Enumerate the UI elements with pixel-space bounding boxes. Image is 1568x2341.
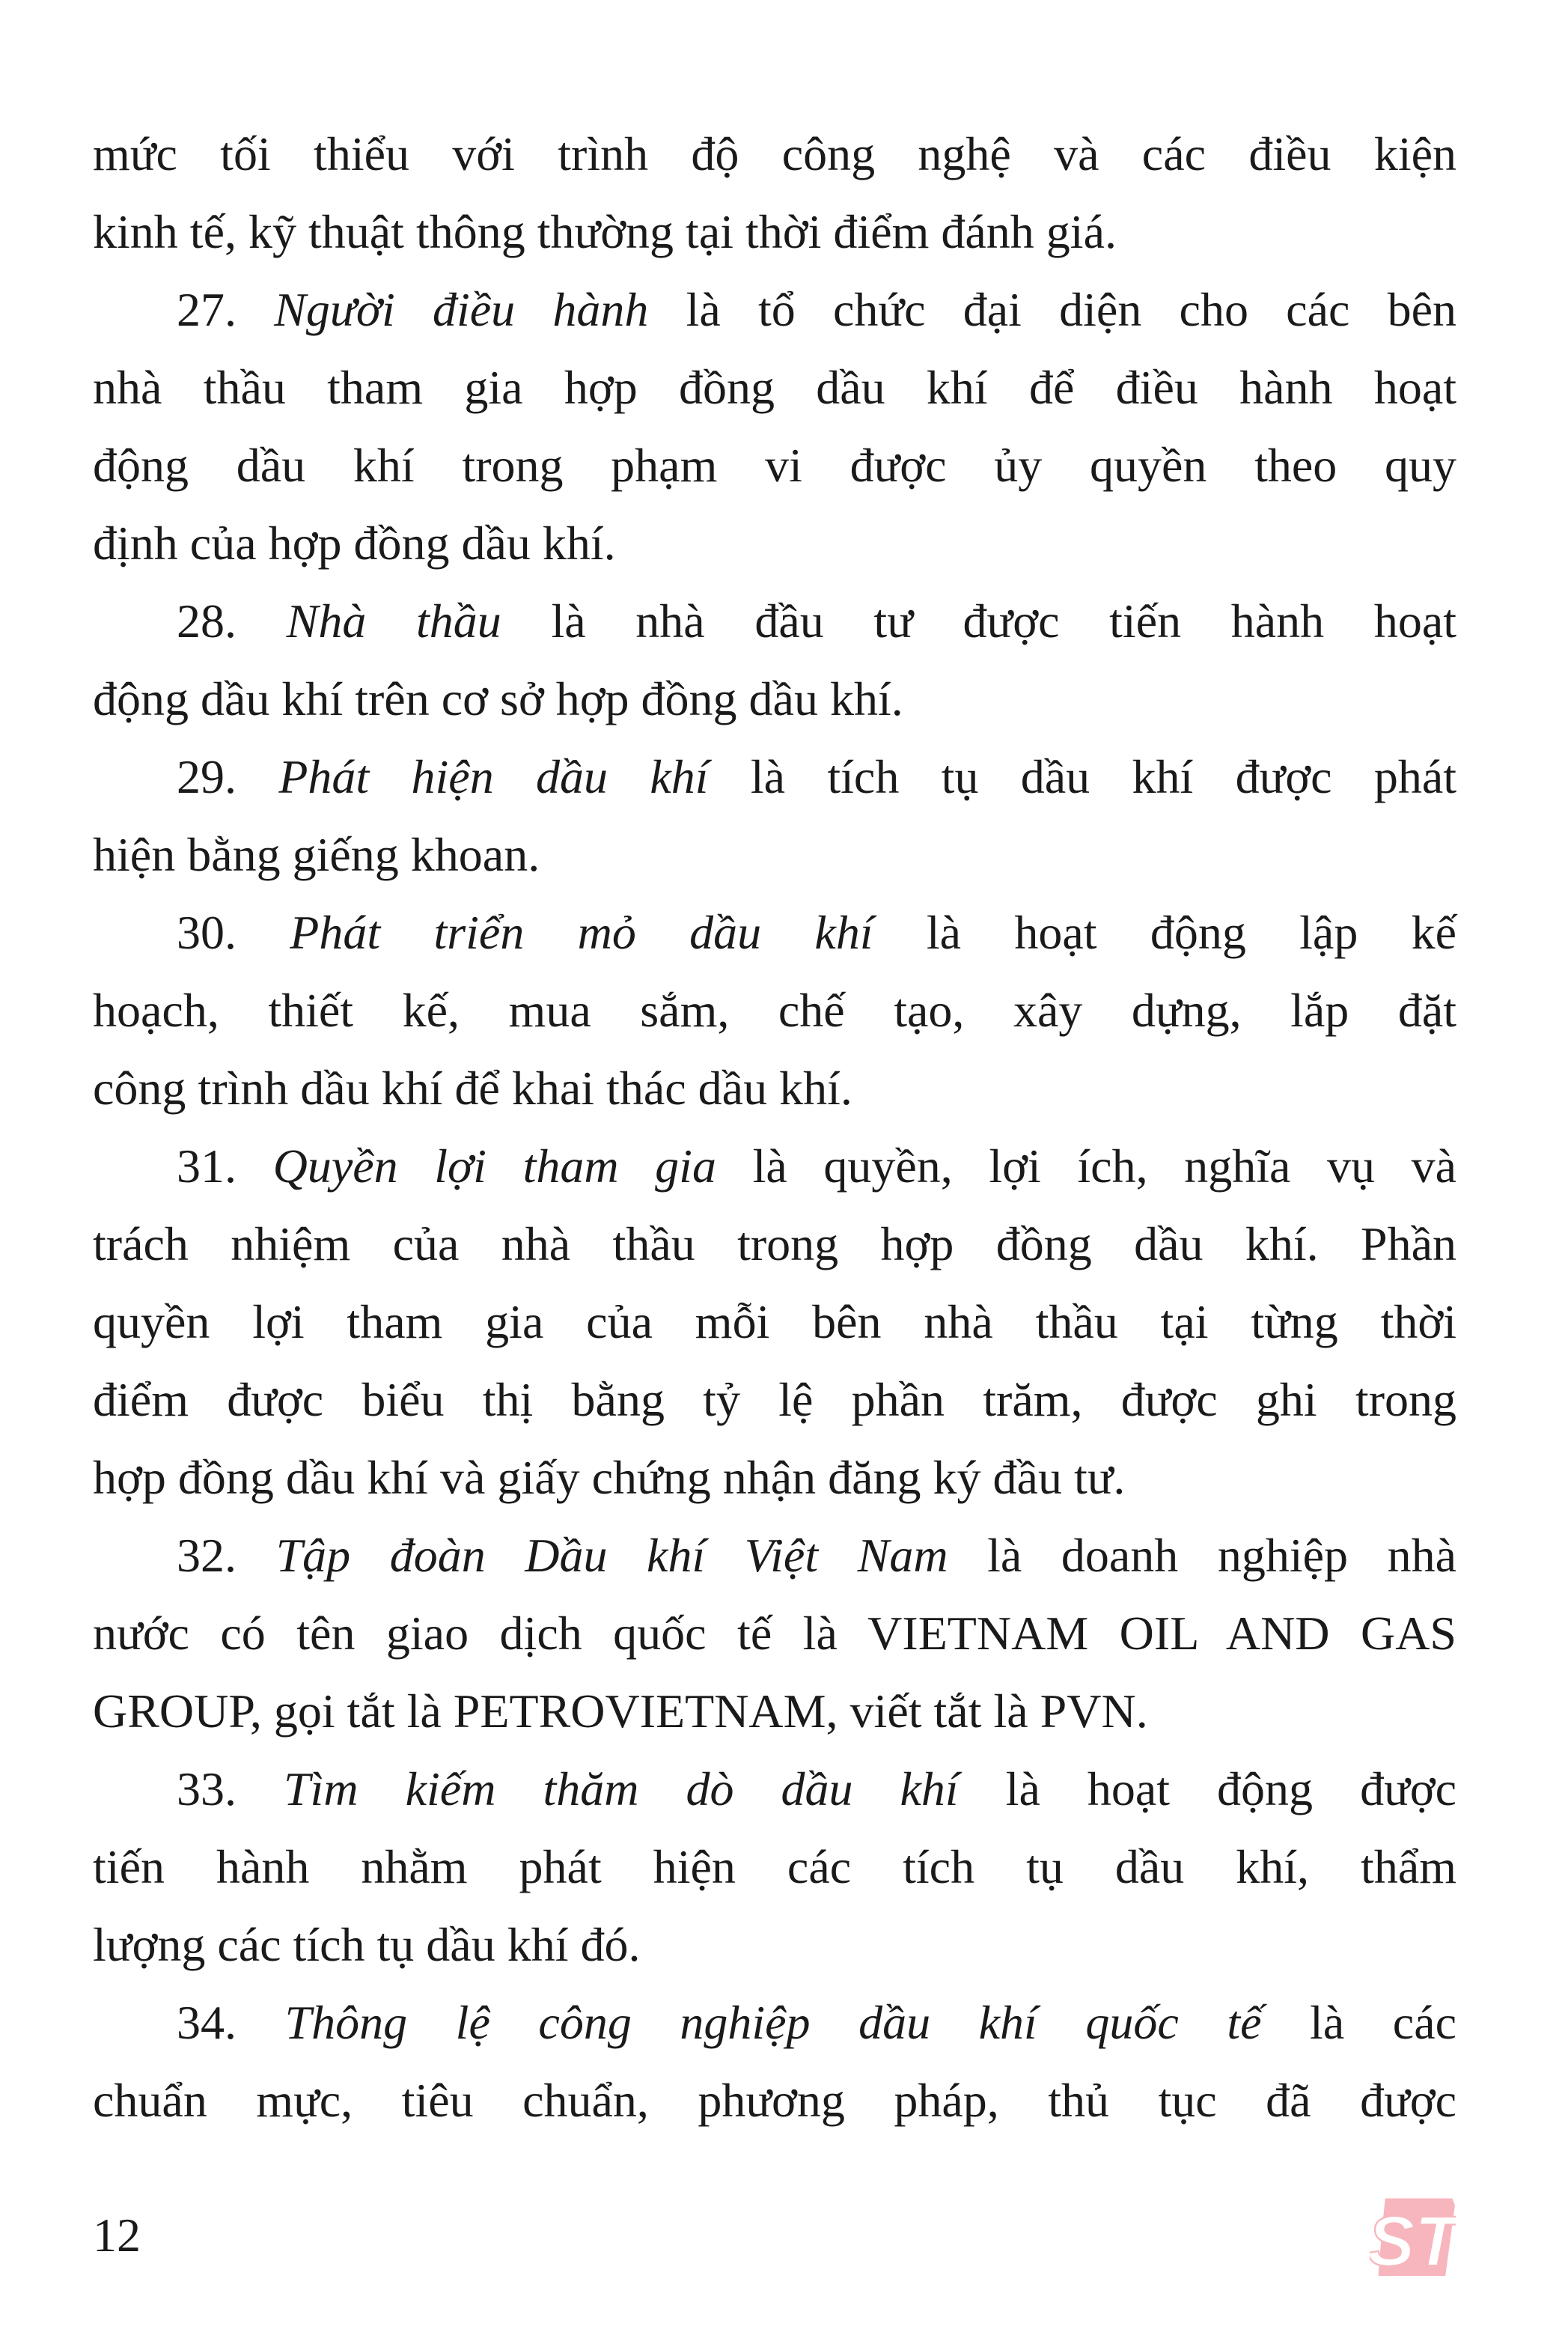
text-line <box>93 1517 1456 1595</box>
line-text: nước có tên giao dịch quốc tế là VIETNAM OIL AND GAS <box>93 1607 1456 1660</box>
line-text: 32. <box>177 1529 276 1582</box>
line-text: mức tối thiểu với trình độ công nghệ và các điều kiện <box>93 127 1456 180</box>
text-line <box>93 1906 1456 1984</box>
line-text: động dầu khí trong phạm vi được ủy quyền theo quy <box>93 439 1456 492</box>
line-text: chuẩn mực, tiêu chuẩn, phương pháp, thủ tục đã được <box>93 2074 1456 2127</box>
line-text: là doanh nghiệp nhà <box>948 1529 1457 1582</box>
text-line <box>93 505 1456 582</box>
line-text: là hoạt động lập kế <box>873 906 1457 959</box>
svg-text:ST: ST <box>1370 2202 1456 2276</box>
line-text: là tích tụ dầu khí được phát <box>708 750 1457 803</box>
text-line <box>93 1283 1456 1361</box>
line-text: kinh tế, kỹ thuật thông thường tại thời điểm đánh giá. <box>93 205 1117 258</box>
text-line <box>93 427 1456 505</box>
line-text: 33. <box>177 1762 284 1815</box>
line-text: là quyền, lợi ích, nghĩa vụ và <box>716 1139 1457 1193</box>
line-text: là tổ chức đại diện cho các bên <box>648 283 1456 336</box>
line-text: trách nhiệm của nhà thầu trong hợp đồng dầu khí. Phần <box>93 1217 1456 1270</box>
text-line <box>93 1750 1456 1828</box>
line-text: là hoạt động được <box>958 1762 1457 1815</box>
line-text: quyền lợi tham gia của mỗi bên nhà thầu tại từng thời <box>93 1295 1456 1348</box>
line-text: 28. <box>177 594 287 648</box>
text-line <box>93 660 1456 738</box>
line-text: 31. <box>177 1139 273 1193</box>
line-text: 34. <box>177 1996 285 2049</box>
text-line <box>93 972 1456 1050</box>
line-text: là nhà đầu tư được tiến hành hoạt <box>501 594 1456 648</box>
line-text: tiến hành nhằm phát hiện các tích tụ dầu khí, thẩm <box>93 1840 1456 1893</box>
defined-term: Thông lệ công nghiệp dầu khí quốc tế <box>284 1996 1262 2049</box>
line-text: điểm được biểu thị bằng tỷ lệ phần trăm, được ghi trong <box>93 1373 1456 1426</box>
text-line <box>93 582 1456 660</box>
text-line <box>93 816 1456 894</box>
text-line <box>93 2062 1456 2140</box>
text-line <box>93 193 1456 271</box>
defined-term: Phát hiện dầu khí <box>278 750 709 803</box>
line-text: lượng các tích tụ dầu khí đó. <box>93 1918 641 1971</box>
text-line <box>93 1984 1456 2062</box>
publisher-logo-icon <box>1370 2190 1456 2276</box>
defined-term: Phát triển mỏ dầu khí <box>290 906 873 959</box>
text-line <box>93 271 1456 349</box>
line-text: hợp đồng dầu khí và giấy chứng nhận đăng ký đầu tư. <box>93 1451 1126 1504</box>
body-text <box>93 115 1456 2140</box>
text-line <box>93 349 1456 427</box>
text-line <box>93 1050 1456 1127</box>
line-text: công trình dầu khí để khai thác dầu khí. <box>93 1062 852 1115</box>
text-line <box>93 1361 1456 1439</box>
line-text: định của hợp đồng dầu khí. <box>93 517 616 570</box>
line-text: hoạch, thiết kế, mua sắm, chế tạo, xây dựng, lắp đặt <box>93 984 1456 1037</box>
text-line <box>93 1672 1456 1750</box>
text-line <box>93 1205 1456 1283</box>
line-text: 29. <box>177 750 279 803</box>
text-line <box>93 738 1456 816</box>
defined-term: Quyền lợi tham gia <box>272 1139 716 1193</box>
text-line <box>93 1828 1456 1906</box>
line-text: là các <box>1261 1996 1457 2049</box>
line-text: GROUP, gọi tắt là PETROVIETNAM, viết tắt là PVN. <box>93 1684 1148 1738</box>
text-line <box>93 1127 1456 1205</box>
defined-term: Tìm kiếm thăm dò dầu khí <box>284 1762 959 1815</box>
text-line <box>93 115 1456 193</box>
line-text: động dầu khí trên cơ sở hợp đồng dầu khí. <box>93 672 903 725</box>
page-number: 12 <box>93 2208 141 2262</box>
line-text: 30. <box>177 906 290 959</box>
text-line <box>93 1595 1456 1672</box>
defined-term: Tập đoàn Dầu khí Việt Nam <box>275 1529 948 1582</box>
defined-term: Người điều hành <box>274 283 649 336</box>
defined-term: Nhà thầu <box>286 594 501 648</box>
text-line <box>93 894 1456 972</box>
line-text: nhà thầu tham gia hợp đồng dầu khí để điều hành hoạt <box>93 361 1456 414</box>
text-line <box>93 1439 1456 1517</box>
line-text: 27. <box>177 283 275 336</box>
line-text: hiện bằng giếng khoan. <box>93 828 540 881</box>
